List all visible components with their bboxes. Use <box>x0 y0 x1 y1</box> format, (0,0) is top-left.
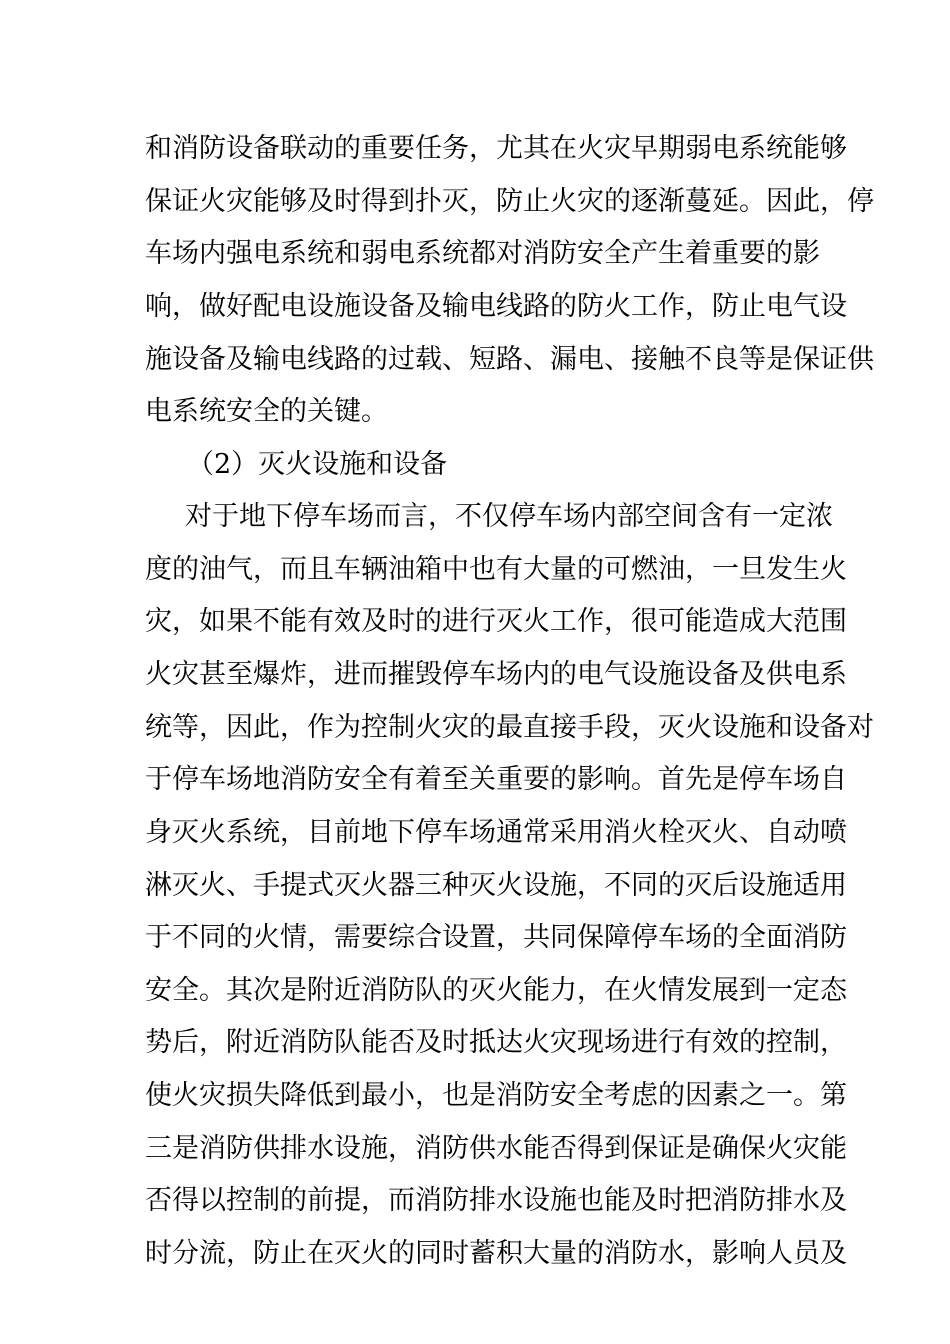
text-line: 电系统安全的关键。 <box>145 396 388 427</box>
text-line: 火灾甚至爆炸，进而摧毁停车场内的电气设施设备及供电系 <box>145 659 847 690</box>
text-line: 灾，如果不能有效及时的进行灭火工作，很可能造成大范围 <box>145 606 847 637</box>
text-line: 势后，附近消防队能否及时抵达火灾现场进行有效的控制， <box>145 1027 847 1058</box>
text-line: 车场内强电系统和弱电系统都对消防安全产生着重要的影 <box>145 238 820 269</box>
text-line: 施设备及输电线路的过载、短路、漏电、接触不良等是保证供 <box>145 344 874 375</box>
text-line: 和消防设备联动的重要任务，尤其在火灾早期弱电系统能够 <box>145 133 847 164</box>
text-line: 使火灾损失降低到最小，也是消防安全考虑的因素之一。第 <box>145 1080 847 1111</box>
text-line: 安全。其次是附近消防队的灭火能力，在火情发展到一定态 <box>145 975 847 1006</box>
text-line: 于停车场地消防安全有着至关重要的影响。首先是停车场自 <box>145 764 847 795</box>
text-line: 保证火灾能够及时得到扑灭，防止火灾的逐渐蔓延。因此，停 <box>145 186 874 217</box>
text-line: 于不同的火情，需要综合设置，共同保障停车场的全面消防 <box>145 922 847 953</box>
text-line: 响，做好配电设施设备及输电线路的防火工作，防止电气设 <box>145 291 847 322</box>
text-line: 度的油气，而且车辆油箱中也有大量的可燃油，一旦发生火 <box>145 554 847 585</box>
text-line: 时分流，防止在灭火的同时蓄积大量的消防水，影响人员及 <box>145 1238 847 1269</box>
text-line: 身灭火系统，目前地下停车场通常采用消火栓灭火、自动喷 <box>145 817 847 848</box>
text-line: 三是消防供排水设施，消防供水能否得到保证是确保火灾能 <box>145 1133 847 1164</box>
text-line: 淋灭火、手提式灭火器三种灭火设施，不同的灭后设施适用 <box>145 870 847 901</box>
text-line: 统等，因此，作为控制火灾的最直接手段，灭火设施和设备对 <box>145 712 874 743</box>
section-heading: （2）灭火设施和设备 <box>187 449 448 480</box>
text-line: 否得以控制的前提，而消防排水设施也能及时把消防排水及 <box>145 1185 847 1216</box>
paragraph-first-line: 对于地下停车场而言，不仅停车场内部空间含有一定浓 <box>185 501 833 532</box>
